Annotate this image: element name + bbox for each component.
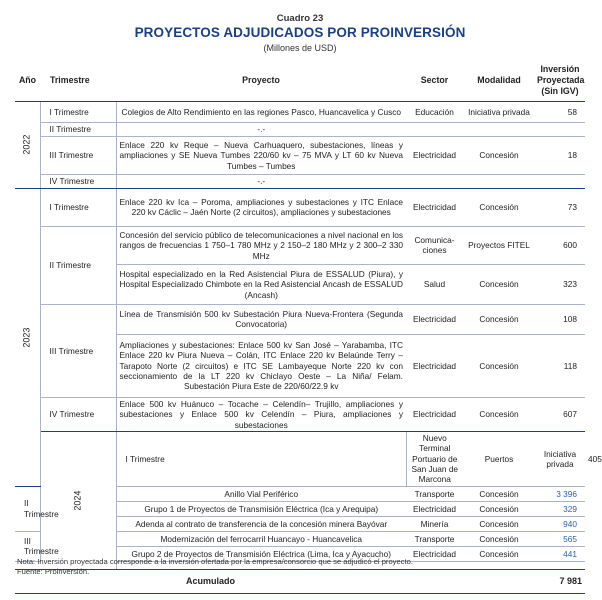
project-cell: -.-	[116, 174, 406, 188]
investment-cell	[535, 122, 585, 136]
project-cell: Enlace 220 kv Reque – Nueva Carhuaquero, subestaciones, líneas y ampliaciones y SE Nueva Tumbes 220/60 kv – 75 MVA y LT 60 kv Nueva Tumbes – Tumbes	[116, 136, 406, 174]
col-sector: Sector	[406, 62, 463, 101]
table-row	[15, 188, 585, 226]
total-value: 7 981	[535, 569, 585, 593]
modality-cell: Concesión	[463, 546, 535, 561]
project-cell: Modernización del ferrocarril Huancayo - Huancavelica	[116, 531, 406, 546]
modality-cell: Proyectos FITEL	[463, 226, 535, 264]
table-row	[15, 397, 585, 431]
col-investment: Inversión Proyectada (Sin IGV)	[535, 62, 585, 101]
table-row	[15, 304, 585, 334]
investment-cell: 118	[535, 334, 585, 397]
investment-cell: 323	[535, 264, 585, 304]
investment-cell: 3 396	[535, 486, 585, 501]
total-spacer	[463, 569, 535, 593]
total-spacer	[406, 569, 463, 593]
modality-cell: Concesión	[463, 397, 535, 431]
modality-cell: Concesión	[463, 334, 535, 397]
investment-cell: 108	[535, 304, 585, 334]
modality-cell: Concesión	[463, 501, 535, 516]
table-row	[15, 101, 585, 122]
investment-cell: 565	[535, 531, 585, 546]
year-label: 2022	[21, 134, 32, 155]
project-cell: -.-	[116, 122, 406, 136]
investment-cell: 600	[535, 226, 585, 264]
project-cell: Ampliaciones y subestaciones: Enlace 500 kv San José – Yarabamba, ITC Enlace 220 kv Piura Nueva – Colán, ITC Enlace 220 kv Belaúnde Terry – Tarapoto Norte (2 circuitos) e ITC SE Lambayeque Norte 220 kv con seccionamiento de la LT 220 kv Chiclayo Oeste – La Niña/ Felam. Subestación Piura Este de 220/60/22.9 kv	[116, 334, 406, 397]
modality-cell: Concesión	[463, 304, 535, 334]
project-cell: Adenda al contrato de transferencia de la concesión minera Bayóvar	[116, 516, 406, 531]
modality-cell: Iniciativa privada	[535, 432, 585, 487]
year-label: 2024	[72, 490, 83, 511]
sector-cell: Comunica-ciones	[406, 226, 463, 264]
modality-cell: Concesión	[463, 531, 535, 546]
quarter-cell: I Trimestre	[40, 101, 116, 122]
sector-cell: Puertos	[463, 432, 535, 487]
quarter-cell: II Trimestre	[40, 122, 116, 136]
projects-table	[15, 62, 602, 594]
header-row	[15, 62, 585, 101]
sector-cell: Electricidad	[406, 546, 463, 561]
modality-cell: Concesión	[463, 188, 535, 226]
investment-cell	[535, 174, 585, 188]
modality-cell: Iniciativa privada	[463, 101, 535, 122]
sector-cell: Electricidad	[406, 501, 463, 516]
col-modality: Modalidad	[463, 62, 535, 101]
project-cell: Grupo 1 de Proyectos de Transmisión Eléctrica (Ica y Arequipa)	[116, 501, 406, 516]
project-cell: Nuevo Terminal Portuario de San Juan de Marcona	[406, 432, 463, 487]
table-subtitle: (Millones de USD)	[263, 43, 337, 53]
sector-cell: Electricidad	[406, 188, 463, 226]
investment-cell: 18	[535, 136, 585, 174]
sector-cell	[406, 122, 463, 136]
quarter-cell: I Trimestre	[116, 432, 406, 487]
modality-cell	[463, 122, 535, 136]
col-project: Proyecto	[116, 62, 406, 101]
sector-cell: Electricidad	[406, 136, 463, 174]
quarter-cell: III Trimestre	[40, 136, 116, 174]
sector-cell: Salud	[406, 264, 463, 304]
col-quarter: Trimestre	[40, 62, 116, 101]
project-cell: Enlace 220 kv Ica – Poroma, ampliaciones y subestaciones y ITC Enlace 220 kv Cáclic – Jaén Norte (2 circuitos), ampliaciones y subestaciones	[116, 188, 406, 226]
project-cell: Hospital especializado en la Red Asistencial Piura de ESSALUD (Piura), y Hospital Especializado Chimbote en la Red Asistencial Ancash de ESSALUD (Ancash)	[116, 264, 406, 304]
project-cell: Línea de Transmisión 500 kv Subestación Piura Nueva-Frontera (Segunda Convocatoria)	[116, 304, 406, 334]
table-title: PROYECTOS ADJUDICADOS POR PROINVERSIÓN	[134, 25, 466, 40]
modality-cell: Concesión	[463, 264, 535, 304]
sector-cell: Electricidad	[406, 334, 463, 397]
investment-cell: 73	[535, 188, 585, 226]
quarter-cell: III Trimestre	[40, 304, 116, 397]
project-cell: Colegios de Alto Rendimiento en las regiones Pasco, Huancavelica y Cusco	[116, 101, 406, 122]
investment-cell: 329	[535, 501, 585, 516]
investment-cell: 441	[535, 546, 585, 561]
table-row	[15, 122, 585, 136]
year-cell-2022	[15, 101, 40, 188]
project-cell: Anillo Vial Periférico	[116, 486, 406, 501]
year-label: 2023	[21, 327, 32, 348]
modality-cell: Concesión	[463, 516, 535, 531]
table-caption: Cuadro 23	[276, 13, 324, 24]
project-cell: Grupo 2 de Proyectos de Transmisión Eléctrica (Lima, Ica y Ayacucho)	[116, 546, 406, 561]
col-year: Año	[15, 62, 40, 101]
total-label: Acumulado	[15, 569, 406, 593]
quarter-cell: IV Trimestre	[40, 397, 116, 431]
quarter-cell: III Trimestre	[15, 531, 40, 561]
sector-cell: Electricidad	[406, 304, 463, 334]
year-cell-2023	[15, 188, 40, 486]
sector-cell: Electricidad	[406, 397, 463, 431]
modality-cell	[463, 174, 535, 188]
table-row	[15, 136, 585, 174]
sector-cell: Minería	[406, 516, 463, 531]
quarter-cell: II Trimestre	[15, 486, 40, 531]
sector-cell: Transporte	[406, 486, 463, 501]
table-row	[15, 226, 585, 264]
table-row	[15, 174, 585, 188]
sector-cell	[406, 174, 463, 188]
sector-cell: Educación	[406, 101, 463, 122]
quarter-cell: II Trimestre	[40, 226, 116, 304]
quarter-cell: IV Trimestre	[40, 174, 116, 188]
footnotes	[17, 557, 413, 578]
modality-cell: Concesión	[463, 136, 535, 174]
note-text: Nota: Inversión proyectada corresponde a la inversión ofertada por la empresa/consorcio que se adjudicó el proyecto.	[17, 557, 413, 566]
investment-cell: 607	[535, 397, 585, 431]
investment-cell: 58	[535, 101, 585, 122]
sector-cell: Transporte	[406, 531, 463, 546]
quarter-cell: I Trimestre	[40, 188, 116, 226]
project-cell: Enlace 500 kv Huánuco – Tocache – Celendín– Trujillo, ampliaciones y subestaciones y Enlace 500 kv Celendín – Piura, ampliaciones y subestaciones	[116, 397, 406, 431]
investment-cell: 940	[535, 516, 585, 531]
table-row: 2024 I Trimestre Nuevo Terminal Portuario de San Juan de Marcona Puertos Iniciativa privada 405	[15, 432, 585, 487]
modality-cell: Concesión	[463, 486, 535, 501]
project-cell: Concesión del servicio público de telecomunicaciones a nivel nacional en los rangos de frecuencias 1 750–1 780 MHz y 2 150–2 180 MHz y 2 300–2 330 MHz	[116, 226, 406, 264]
source-text: Fuente: Proinversión.	[17, 567, 90, 577]
